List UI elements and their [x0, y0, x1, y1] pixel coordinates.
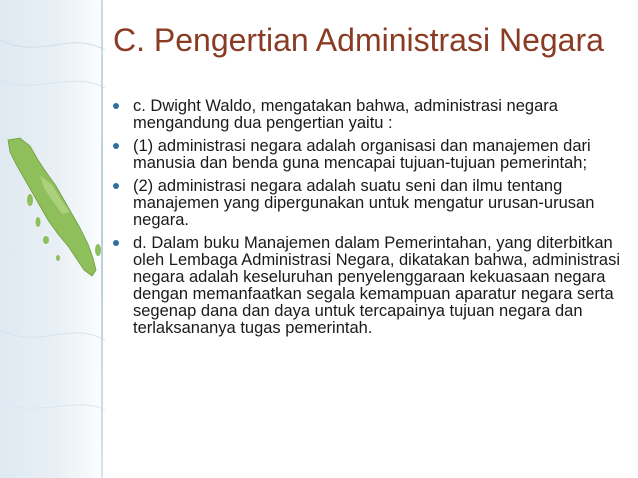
list-item	[113, 138, 623, 172]
bullet-text: c. Dwight Waldo, mengatakan bahwa, administrasi negara mengandung dua pengertian yaitu :	[133, 97, 558, 132]
bullet-icon	[113, 143, 119, 149]
bullet-icon	[113, 183, 119, 189]
list-item	[113, 178, 623, 229]
list-item	[113, 98, 623, 132]
vertical-divider	[101, 0, 103, 478]
bullet-icon	[113, 103, 119, 109]
list-item	[113, 235, 623, 337]
bullet-text: (2) administrasi negara adalah suatu seni dan ilmu tentang manajemen yang dipergunakan untuk mengatur urusan-urusan negara.	[133, 177, 595, 229]
decorative-side-band	[0, 0, 105, 478]
bullet-text: (1) administrasi negara adalah organisasi dan manajemen dari manusia dan benda guna mencapai tujuan-tujuan pemerintah;	[133, 137, 591, 172]
bullet-list	[113, 98, 623, 343]
slide-title: C. Pengertian Administrasi Negara	[113, 22, 604, 58]
bullet-text: d. Dalam buku Manajemen dalam Pemerintahan, yang diterbitkan oleh Lembaga Administrasi Negara, dikatakan bahwa, administrasi negara adalah keseluruhan penyelenggaraan kekuasaan negara dengan memanfaatkan segala kemampuan aparatur negara serta segenap dana dan daya untuk tercapainya tujuan negara dan terlaksananya tugas pemerintah.	[133, 234, 621, 337]
bullet-icon	[113, 240, 119, 246]
sumatra-map-illustration	[0, 0, 105, 478]
